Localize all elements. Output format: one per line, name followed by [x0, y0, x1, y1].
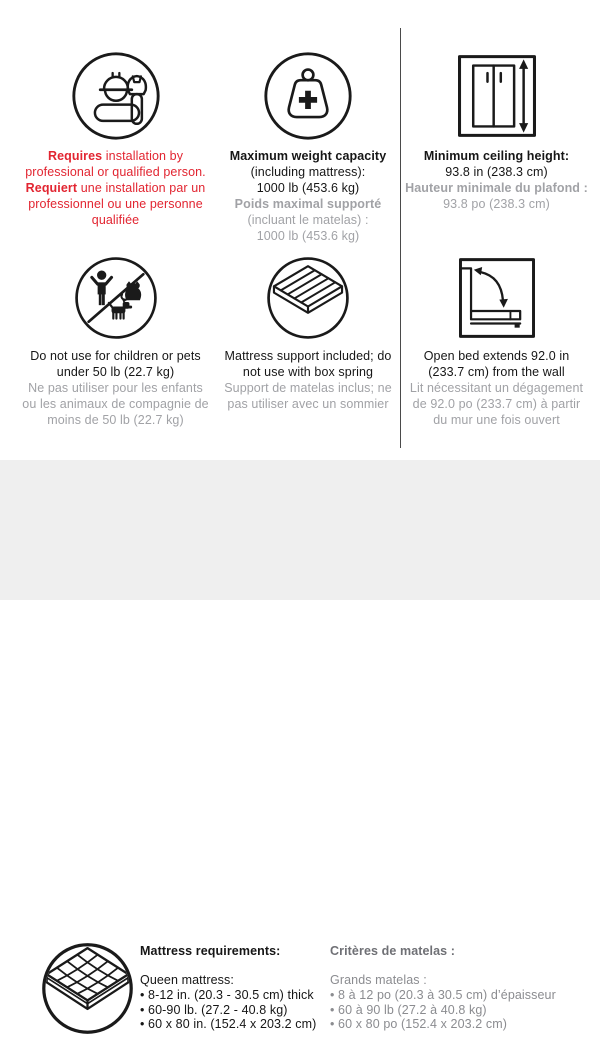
installation-text: Requires installation by professional or qualified person. Requiert une installation par un professionnel ou une personne qualifiée [25, 149, 206, 227]
ceiling-height-icon [458, 50, 536, 142]
mattress-spec-en: • 60 x 80 in. (152.4 x 203.2 cm) [140, 1017, 317, 1031]
installer-icon [70, 50, 162, 142]
weight-capacity-text: Maximum weight capacity (including mattress): 1000 lb (453.6 kg) Poids maximal supporté (incluant le matelas) : 1000 lb (453.6 kg) [229, 149, 387, 243]
mattress-requirements-panel [0, 460, 600, 1031]
mattress-spec-fr: • 60 à 90 lb (27.2 à 40.8 kg) [330, 1002, 487, 1017]
mattress-spec-en: • 60-90 lb. (27.2 - 40.8 kg) [140, 1002, 288, 1017]
open-bed-icon [459, 255, 535, 341]
queen-mattress-label: Queen mattress: [140, 973, 234, 987]
no-children-pets-icon [73, 255, 159, 341]
block-ceiling-height [401, 28, 600, 230]
mattress-spec-fr: • 60 x 80 po (152.4 x 203.2 cm) [330, 1017, 508, 1031]
block-open-bed [401, 230, 600, 460]
block-installation [0, 28, 215, 230]
mattress-support-icon [265, 255, 351, 341]
spec-grid [0, 0, 600, 460]
grands-matelas-label: Grands matelas : [330, 973, 427, 987]
block-mattress-support [215, 230, 401, 460]
mattress-requirements-heading-en: Mattress requirements: [140, 944, 281, 958]
mattress-requirements-en [140, 944, 330, 1032]
block-weight-capacity [215, 28, 401, 243]
mattress-support-text: Mattress support included; do not use with box spring Support de matelas inclus; ne pas utiliser avec un sommier [224, 349, 392, 411]
weight-icon [262, 50, 354, 142]
mattress-spec-en: • 8-12 in. (20.3 - 30.5 cm) thick [140, 988, 314, 1002]
mattress-requirements-heading-fr: Critères de matelas : [330, 944, 456, 958]
mattress-spec-fr: • 8 à 12 po (20.3 à 30.5 cm) d’épaisseur [330, 988, 556, 1002]
block-no-children-pets [0, 230, 215, 460]
mattress-requirements-fr [330, 944, 592, 1032]
open-bed-text: Open bed extends 92.0 in (233.7 cm) from the wall Lit nécessitant un dégagement de 92.0 po (233.7 cm) à partir du mur une fois ouvert [409, 349, 584, 427]
mattress-icon [40, 941, 135, 1041]
ceiling-height-text: Minimum ceiling height: 93.8 in (238.3 cm) Hauteur minimale du plafond : 93.8 po (238.3 cm) [405, 149, 588, 211]
no-children-pets-text: Do not use for children or pets under 50 lb (22.7 kg) Ne pas utiliser pour les enfants ou les animaux de compagnie de moins de 50 lb (22.7 kg) [22, 349, 209, 427]
